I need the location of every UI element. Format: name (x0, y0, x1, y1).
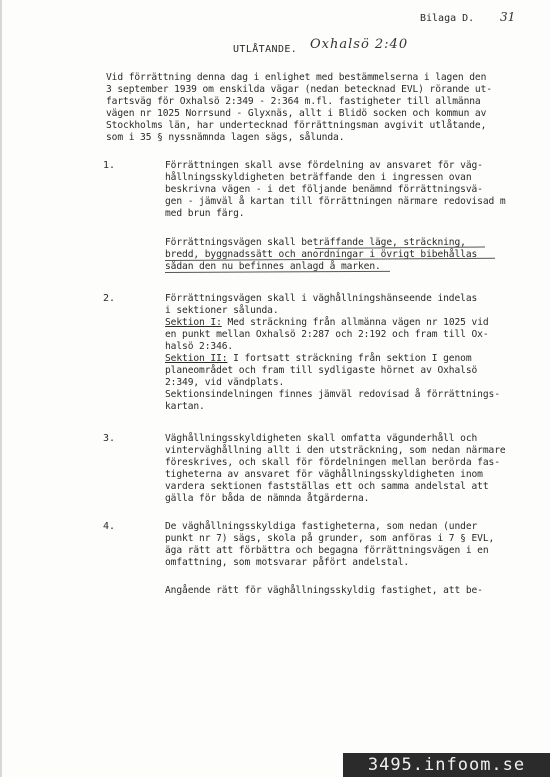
intro-line: som i 35 § nyssnämnda lagen sägs, sålunda. (106, 132, 345, 143)
section-line: bredd, byggnadssätt och anordningar i övrigt bibehållas (165, 249, 478, 260)
section-line (165, 353, 472, 364)
section-line: Väghållningsskyldigheten skall omfatta vägunderhåll och (165, 433, 478, 444)
pen-underline (165, 271, 390, 273)
section-line: gälla för båda de nämnda åtgärderna. (165, 493, 370, 504)
section-line: omfattning, som motsvarar påfört andelstal. (165, 557, 410, 568)
section-line: en punkt mellan Oxhalsö 2:287 och 2:192 och fram till Ox- (165, 329, 489, 340)
intro-line: vägen nr 1025 Norrsund - Glyxnäs, allt i Blidö socken och kommun av (106, 108, 487, 119)
section-line: äga rätt att förbättra och begagna förrättningsvägen i en (165, 545, 489, 556)
subsection-text: Med sträckning från allmänna vägen nr 1025 vid (227, 317, 489, 328)
watermark-banner: 3495.infoom.se (343, 753, 550, 777)
section-line: 2:349, vid vändplats. (165, 377, 285, 388)
section-line: Sektionsindelningen finnes jämväl redovisad å förrättnings- (165, 389, 500, 400)
section-number: 4. (103, 521, 116, 532)
section-line: med brun färg. (165, 208, 245, 219)
section-line: sådan den nu befinnes anlagd å marken. (165, 261, 381, 272)
subsection-label: Sektion I: (165, 317, 222, 328)
section-line: Förrättningsvägen skall beträffande läge, sträckning, (165, 237, 466, 248)
page-number-handwritten: 31 (500, 10, 516, 24)
section-line: halsö 2:346. (165, 341, 234, 352)
section-line: De väghållningsskyldiga fastigheterna, som nedan (under (165, 521, 478, 532)
section-line: punkt nr 7) sägs, skola på grunder, som anföras i 7 § EVL, (165, 533, 495, 544)
section-line: Förrättningen skall avse fördelning av ansvaret för väg- (165, 160, 483, 171)
intro-line: fartsväg för Oxhalsö 2:349 - 2:364 m.fl. fastigheter till allmänna (106, 96, 481, 107)
section-line: i sektioner sålunda. (165, 305, 279, 316)
handwritten-property-note: Oxhalsö 2:40 (310, 37, 409, 52)
section-number: 2. (103, 293, 116, 304)
section-line: tigheterna av ansvaret för väghållningsskyldigheten inom (165, 469, 483, 480)
section-line: gen - jämväl å kartan till förrättningen närmare redovisad m (165, 196, 506, 207)
document-title: UTLÅTANDE. (233, 44, 298, 55)
appendix-label: Bilaga D. (420, 13, 475, 24)
intro-line: Stockholms län, har undertecknad förrättningsman avgivit utlåtande, (106, 120, 487, 131)
section-number: 3. (103, 433, 116, 444)
section-line (165, 317, 489, 328)
section-line: vinterväghållning allt i den utsträckning, som nedan närmare (165, 445, 506, 456)
scan-edge (0, 0, 2, 777)
section-line: föreskrives, och skall för fördelningen mellan berörda fas- (165, 457, 500, 468)
intro-line: Vid förrättning denna dag i enlighet med bestämmelserna i lagen den (106, 72, 487, 83)
section-line: planeområdet och fram till sydligaste hörnet av Oxhalsö (165, 365, 478, 376)
section-line: hållningsskyldigheten beträffande den i ingressen ovan (165, 172, 472, 183)
section-line: Angående rätt för väghållningsskyldig fastighet, att be- (165, 585, 483, 596)
section-number: 1. (103, 160, 116, 171)
section-line: varderа sektionen fastställas ett och samma andelstal att (165, 481, 489, 492)
section-line: kartan. (165, 401, 205, 412)
subsection-label: Sektion II: (165, 353, 228, 364)
intro-line: 3 september 1939 om enskilda vägar (nedan betecknad EVL) rörande ut- (106, 84, 492, 95)
section-line: beskrivna vägen - i det följande benämnd förrättningsvä- (165, 184, 483, 195)
subsection-text: I fortsatt sträckning från sektion I genom (233, 353, 472, 364)
section-line: Förrättningsvägen skall i väghållningshänseende indelas (165, 293, 478, 304)
